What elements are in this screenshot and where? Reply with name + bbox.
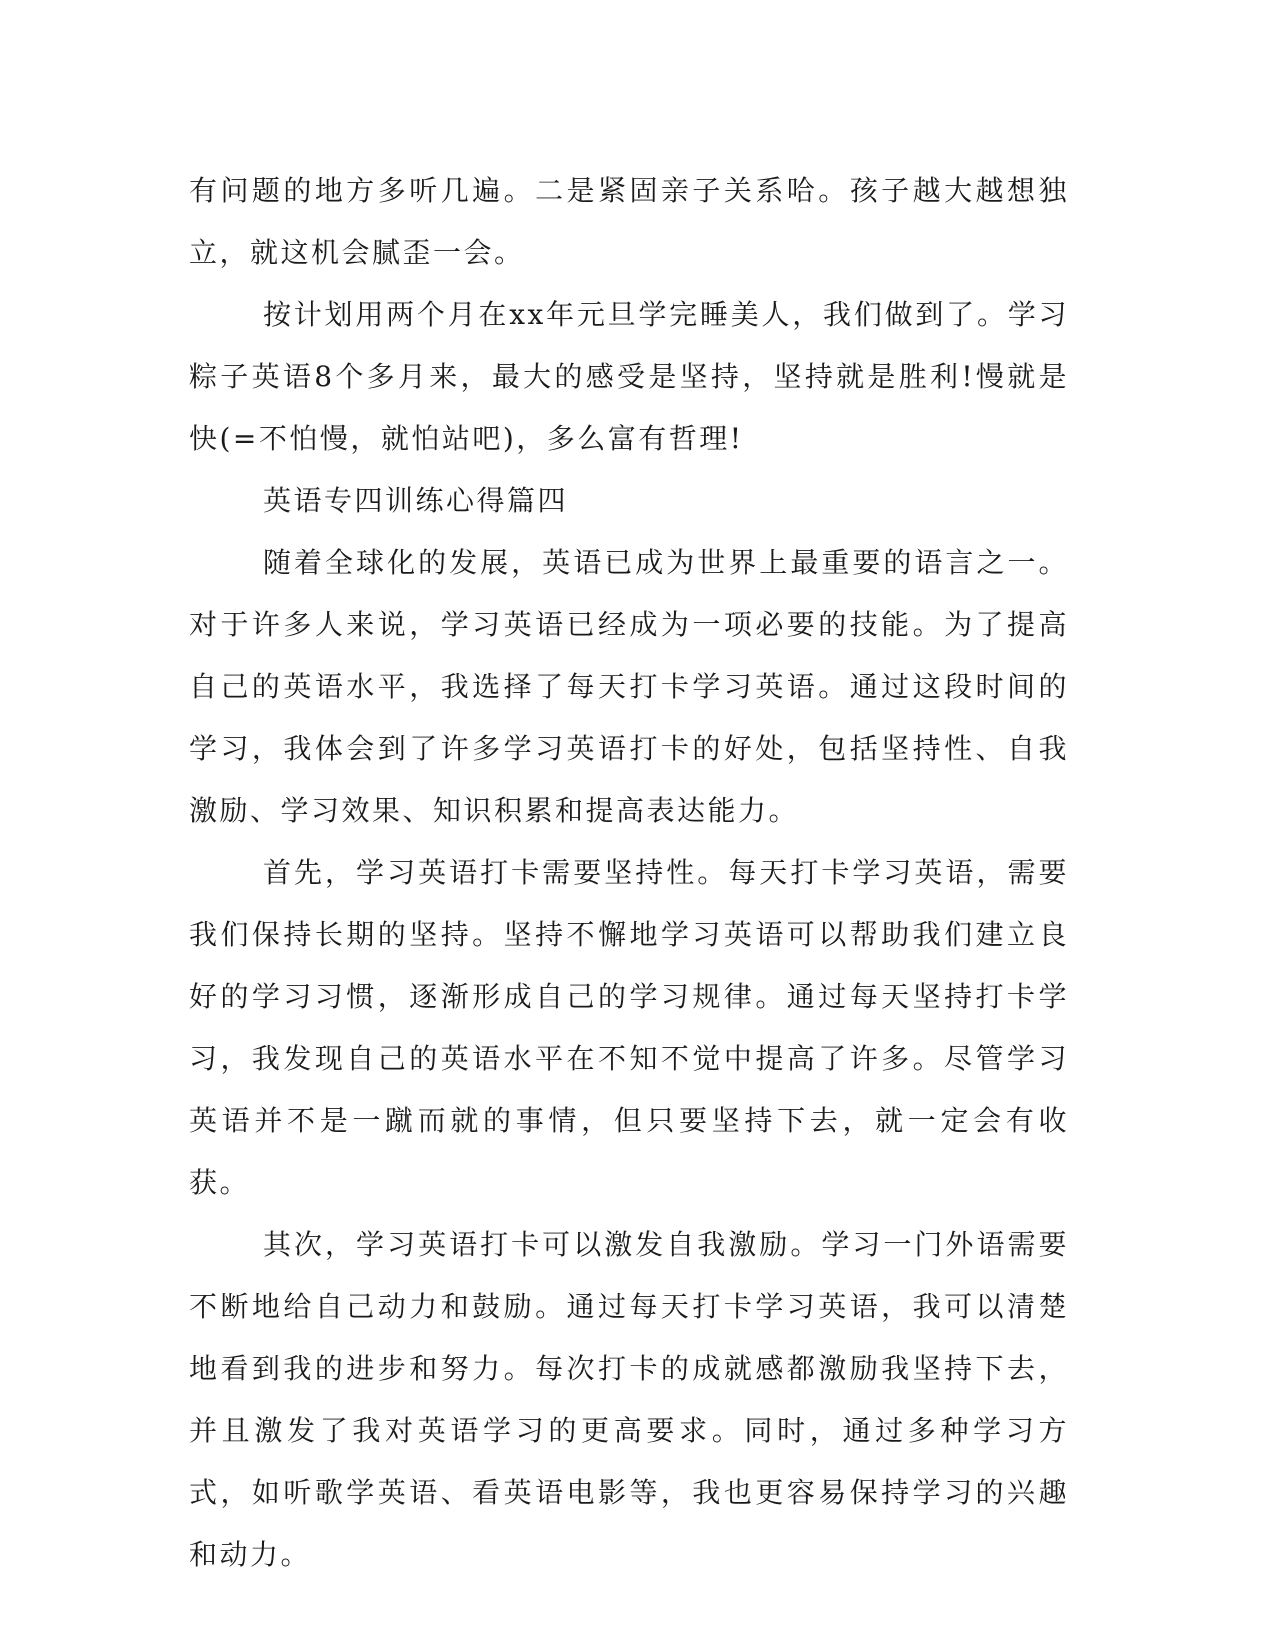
paragraph-continuation: 有问题的地方多听几遍。二是紧固亲子关系哈。孩子越大越想独立，就这机会腻歪一会。 <box>189 174 1069 269</box>
paragraph-intro: 随着全球化的发展，英语已成为世界上最重要的语言之一。对于许多人来说，学习英语已经成为一项必要的技能。为了提高自己的英语水平，我选择了每天打卡学习英语。通过这段时间的学习，我体会到了许多学习英语打卡的好处，包括坚持性、自我激励、学习效果、知识积累和提高表达能力。 <box>189 546 1069 827</box>
paragraph-first-point: 首先，学习英语打卡需要坚持性。每天打卡学习英语，需要我们保持长期的坚持。坚持不懈地学习英语可以帮助我们建立良好的学习习惯，逐渐形成自己的学习规律。通过每天坚持打卡学习，我发现自己的英语水平在不知不觉中提高了许多。尽管学习英语并不是一蹴而就的事情，但只要坚持下去，就一定会有收获。 <box>189 856 1069 1199</box>
paragraph-plan-complete: 按计划用两个月在xx年元旦学完睡美人，我们做到了。学习粽子英语8个多月来，最大的感受是坚持，坚持就是胜利!慢就是快(=不怕慢，就怕站吧)，多么富有哲理! <box>189 298 1069 455</box>
document-body <box>189 160 1069 1586</box>
section-heading: 英语专四训练心得篇四 <box>263 484 569 517</box>
paragraph-second-point: 其次，学习英语打卡可以激发自我激励。学习一门外语需要不断地给自己动力和鼓励。通过每天打卡学习英语，我可以清楚地看到我的进步和努力。每次打卡的成就感都激励我坚持下去，并且激发了我对英语学习的更高要求。同时，通过多种学习方式，如听歌学英语、看英语电影等，我也更容易保持学习的兴趣和动力。 <box>189 1228 1069 1571</box>
